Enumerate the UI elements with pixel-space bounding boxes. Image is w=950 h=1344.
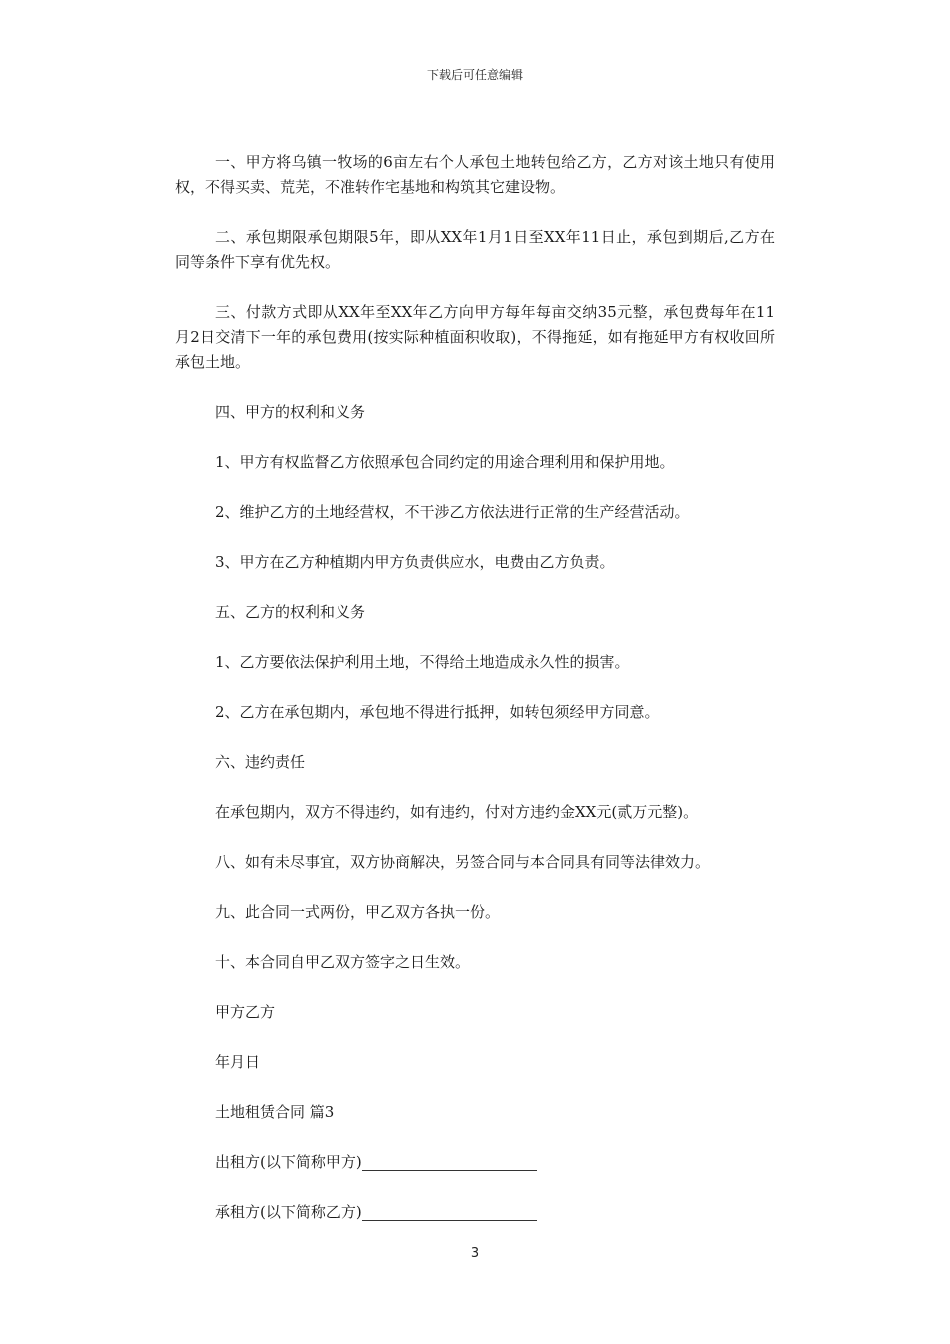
liability-text: 在承包期内，双方不得违约，如有违约，付对方违约金XX元(贰万元整)。 (215, 803, 699, 821)
clause-10: 十、本合同自甲乙双方签字之日生效。 (215, 953, 471, 971)
clause-1: 一、甲方将乌镇一牧场的6亩左右个人承包土地转包给乙方，乙方对该土地只有使用权，不得买卖、荒芜，不准转作宅基地和构筑其它建设物。 (175, 153, 775, 196)
page-header: 下载后可任意编辑 (426, 68, 523, 82)
signature-date: 年月日 (215, 1053, 261, 1071)
lessee-label: 承租方(以下简称乙方) (215, 1203, 362, 1221)
section-heading-liability: 六、违约责任 (215, 753, 306, 771)
party-a-item-2: 2、维护乙方的土地经营权，不干涉乙方依法进行正常的生产经营活动。 (215, 503, 690, 521)
section-heading-party-b: 五、乙方的权利和义务 (215, 603, 366, 621)
signature-parties: 甲方乙方 (215, 1003, 276, 1021)
document-body (175, 150, 775, 1250)
party-a-item-1: 1、甲方有权监督乙方依照承包合同约定的用途合理利用和保护用地。 (215, 453, 675, 471)
lessor-blank[interactable] (362, 1154, 537, 1171)
clause-3: 三、付款方式即从XX年至XX年乙方向甲方每年每亩交纳35元整，承包费每年在11月2日交清下一年的承包费用(按实际种植面积收取)，不得拖延，如有拖延甲方有权收回所承包土地。 (175, 303, 775, 371)
contract-title: 土地租赁合同 篇3 (215, 1103, 335, 1121)
clause-9: 九、此合同一式两份，甲乙双方各执一份。 (215, 903, 501, 921)
lessee-line (175, 1200, 775, 1225)
party-a-item-3: 3、甲方在乙方种植期内甲方负责供应水，电费由乙方负责。 (215, 553, 615, 571)
section-heading-party-a: 四、甲方的权利和义务 (215, 403, 366, 421)
clause-2: 二、承包期限承包期限5年，即从XX年1月1日至XX年11日止，承包到期后,乙方在同等条件下享有优先权。 (175, 228, 775, 271)
party-b-item-1: 1、乙方要依法保护利用土地，不得给土地造成永久性的损害。 (215, 653, 630, 671)
clause-8: 八、如有未尽事宜，双方协商解决，另签合同与本合同具有同等法律效力。 (215, 853, 711, 871)
page-number: 3 (470, 1246, 480, 1261)
lessor-label: 出租方(以下简称甲方) (215, 1153, 362, 1171)
lessee-blank[interactable] (362, 1204, 537, 1221)
lessor-line (175, 1150, 775, 1175)
party-b-item-2: 2、乙方在承包期内，承包地不得进行抵押，如转包须经甲方同意。 (215, 703, 660, 721)
